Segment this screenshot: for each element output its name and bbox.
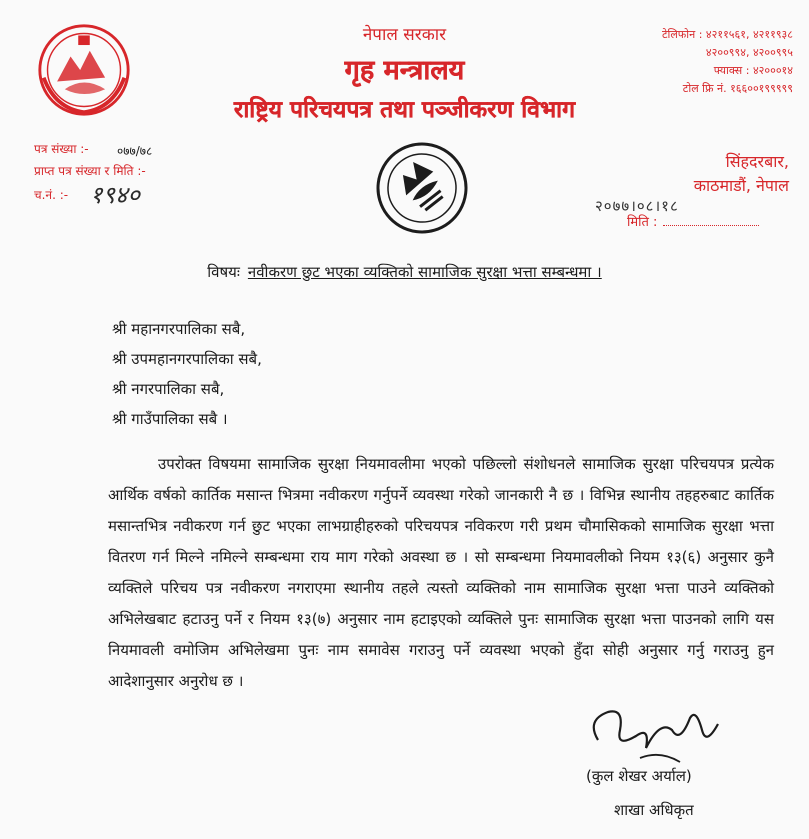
subject-label: विषयः — [207, 263, 240, 281]
address-line-2: काठमाडौं, नेपाल — [693, 176, 789, 195]
subject-line — [0, 262, 809, 282]
handwritten-signature-icon — [580, 700, 730, 772]
signatory-title: शाखा अधिकृत — [614, 801, 694, 819]
subject-text: नवीकरण छुट भएका व्यक्तिको सामाजिक सुरक्षा भत्ता सम्बन्धमा । — [247, 263, 602, 281]
letter-body: उपरोक्त विषयमा सामाजिक सुरक्षा नियमावलीमा भएको पछिल्लो संशोधनले सामाजिक सुरक्षा परिचयपत्र प्रत्येक आर्थिक वर्षको कार्तिक मसान्त भित्रमा नवीकरण गर्नुपर्ने व्यवस्था गरेको जानकारी नै छ । विभिन्न स्थानीय तहहरुबाट कार्तिक मसान्तभित्र नवीकरण गर्न छुट भएका लाभग्राहीहरुको परिचयपत्र नविकरण गरी प्रथम चौमासिकको सामाजिक सुरक्षा भत्ता वितरण गर्न मिल्ने नमिल्ने सम्बन्धमा राय माग गरेको अवस्था छ । सो सम्बन्धमा नियमावलीको नियम १३(६) अनुसार कुनै व्यक्तिले परिचय पत्र नवीकरण नगराएमा स्थानीय तहले त्यस्तो व्यक्तिको नाम सामाजिक सुरक्षा भत्ता पाउने व्यक्तिको अभिलेखबाट हटाउनु पर्ने र नियम १३(७) अनुसार नाम हटाइएको व्यक्तिले पुनः सामाजिक सुरक्षा भत्ता पाउनको लागि यस नियमावली वमोजिम अभिलेखमा पुनः नाम समावेस गराउनु पर्ने व्यवस्था भएको हुँदा सोही अनुसार गर्नु गराउनु हुन आदेशानुसार अनुरोध छ । — [108, 455, 774, 690]
office-address — [694, 150, 789, 198]
recipient-item: श्री गाउँपालिका सबै । — [112, 410, 228, 428]
received-letter-label: प्राप्त पत्र संख्या र मिति :- — [34, 164, 146, 178]
address-line-1: सिंहदरबार, — [725, 152, 789, 171]
date-dotted-line — [663, 213, 759, 226]
government-title: नेपाल सरकार — [362, 25, 447, 45]
dispatch-number-label: च.नं. :- — [34, 188, 69, 202]
dispatch-number-value: १९४० — [90, 181, 140, 209]
phone-line-1: टेलिफोन : ४२११५६१, ४२११९३८ — [661, 28, 793, 41]
contact-block — [662, 26, 793, 98]
date-row — [627, 212, 759, 230]
department-seal-icon — [357, 136, 487, 240]
letter-number-label: पत्र संख्या :- — [34, 142, 89, 156]
recipient-item: श्री नगरपालिका सबै, — [112, 380, 225, 398]
signatory-name: (कुल शेखर अर्याल) — [586, 767, 692, 785]
phone-line-2: ४२००९९४, ४२००९९५ — [705, 46, 793, 59]
date-value: २०७७।०८।१८ — [595, 197, 679, 215]
recipient-item: श्री महानगरपालिका सबै, — [112, 320, 246, 338]
recipient-list — [112, 314, 262, 434]
tollfree-line: टोल फ्रि नं. १६६००१९९९९९ — [682, 82, 793, 95]
date-label: मिति : — [627, 215, 658, 230]
fax-line: फ्याक्स : ४२०००१४ — [713, 64, 793, 77]
recipient-item: श्री उपमहानगरपालिका सबै, — [112, 350, 262, 368]
department-title: राष्ट्रिय परिचयपत्र तथा पञ्जीकरण विभाग — [233, 97, 576, 123]
letter-number-value: ०७७/७८ — [117, 144, 153, 158]
ministry-title: गृह मन्त्रालय — [344, 55, 465, 86]
